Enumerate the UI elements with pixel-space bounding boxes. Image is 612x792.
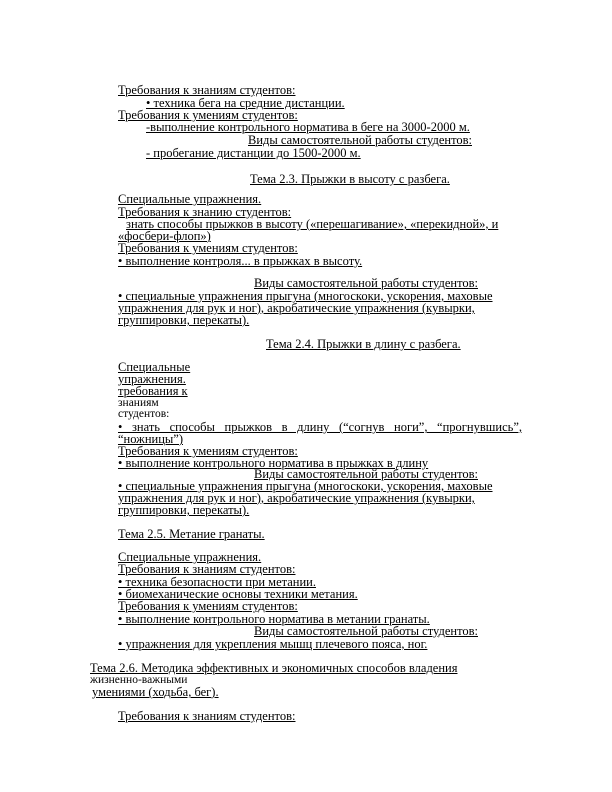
- list-item-continuation: упражнения для рук и ног), акробатические упражнения (кувырки,: [118, 301, 475, 315]
- list-item: • выполнение контрольного норматива в метании гранаты.: [118, 612, 430, 626]
- list-item-continuation: «фосбери-флоп»): [118, 229, 211, 243]
- list-item-continuation: группировки, перекаты).: [118, 503, 250, 517]
- topic-2-6-title-continuation: жизненно-важными: [90, 674, 188, 686]
- requirements-skills-heading: Требования к умениям студентов:: [118, 108, 298, 122]
- requirements-knowledge-heading: Требования к знаниям студентов:: [118, 562, 296, 576]
- list-item: • техника безопасности при метании.: [118, 575, 316, 589]
- topic-2-6-title-continuation: умениями (ходьба, бег).: [92, 685, 219, 699]
- requirements-knowledge-heading: студентов:: [118, 408, 170, 420]
- list-item: • специальные упражнения прыгуна (многоскоки, ускорения, маховые: [118, 289, 493, 303]
- list-item: - пробегание дистанции до 1500-2000 м.: [146, 146, 361, 160]
- special-exercises-label: Специальные упражнения.: [118, 550, 262, 564]
- requirements-skills-heading: Требования к умениям студентов:: [118, 599, 298, 613]
- list-item-continuation: упражнения для рук и ног), акробатические упражнения (кувырки,: [118, 491, 475, 505]
- list-item: • знать способы прыжков в длину (“согнув ноги”, “прогнувшись”,: [118, 420, 522, 434]
- list-item: -выполнение контрольного норматива в беге на 3000-2000 м.: [146, 120, 470, 134]
- list-item: знать способы прыжков в высоту («перешагивание», «перекидной», и: [126, 217, 499, 231]
- requirements-skills-heading: Требования к умениям студентов:: [118, 444, 298, 458]
- topic-2-6-title: Тема 2.6. Методика эффективных и экономичных способов владения: [90, 661, 458, 675]
- topic-2-4-title: Тема 2.4. Прыжки в длину с разбега.: [266, 337, 461, 351]
- list-item-continuation: группировки, перекаты).: [118, 313, 250, 327]
- requirements-knowledge-heading: требования к: [118, 384, 188, 398]
- list-item-continuation: “ножницы”): [118, 432, 183, 446]
- requirements-knowledge-heading: Требования к знаниям студентов:: [118, 83, 296, 97]
- requirements-knowledge-heading: Требования к знанию студентов:: [118, 205, 292, 219]
- independent-work-heading: Виды самостоятельной работы студентов:: [254, 467, 478, 481]
- independent-work-heading: Виды самостоятельной работы студентов:: [254, 276, 478, 290]
- list-item: • упражнения для укрепления мышц плечевого пояса, ног.: [118, 637, 428, 651]
- list-item: • выполнение контроля... в прыжках в высоту.: [118, 254, 363, 268]
- list-item: • специальные упражнения прыгуна (многоскоки, ускорения, маховые: [118, 479, 493, 493]
- special-exercises-label: Специальные: [118, 360, 191, 374]
- special-exercises-label: Специальные упражнения.: [118, 192, 262, 206]
- topic-2-3-title: Тема 2.3. Прыжки в высоту с разбега.: [250, 172, 450, 186]
- list-item: • биомеханические основы техники метания.: [118, 587, 358, 601]
- requirements-knowledge-heading: знаниям: [118, 397, 159, 409]
- independent-work-heading: Виды самостоятельной работы студентов:: [254, 624, 478, 638]
- requirements-skills-heading: Требования к умениям студентов:: [118, 241, 298, 255]
- topic-2-5-title: Тема 2.5. Метание гранаты.: [118, 527, 265, 541]
- requirements-knowledge-heading: Требования к знаниям студентов:: [118, 709, 296, 723]
- list-item: • выполнение контрольного норматива в прыжках в длину: [118, 456, 429, 470]
- independent-work-heading: Виды самостоятельной работы студентов:: [248, 133, 472, 147]
- list-item: • техника бега на средние дистанции.: [146, 96, 345, 110]
- special-exercises-label: упражнения.: [118, 372, 186, 386]
